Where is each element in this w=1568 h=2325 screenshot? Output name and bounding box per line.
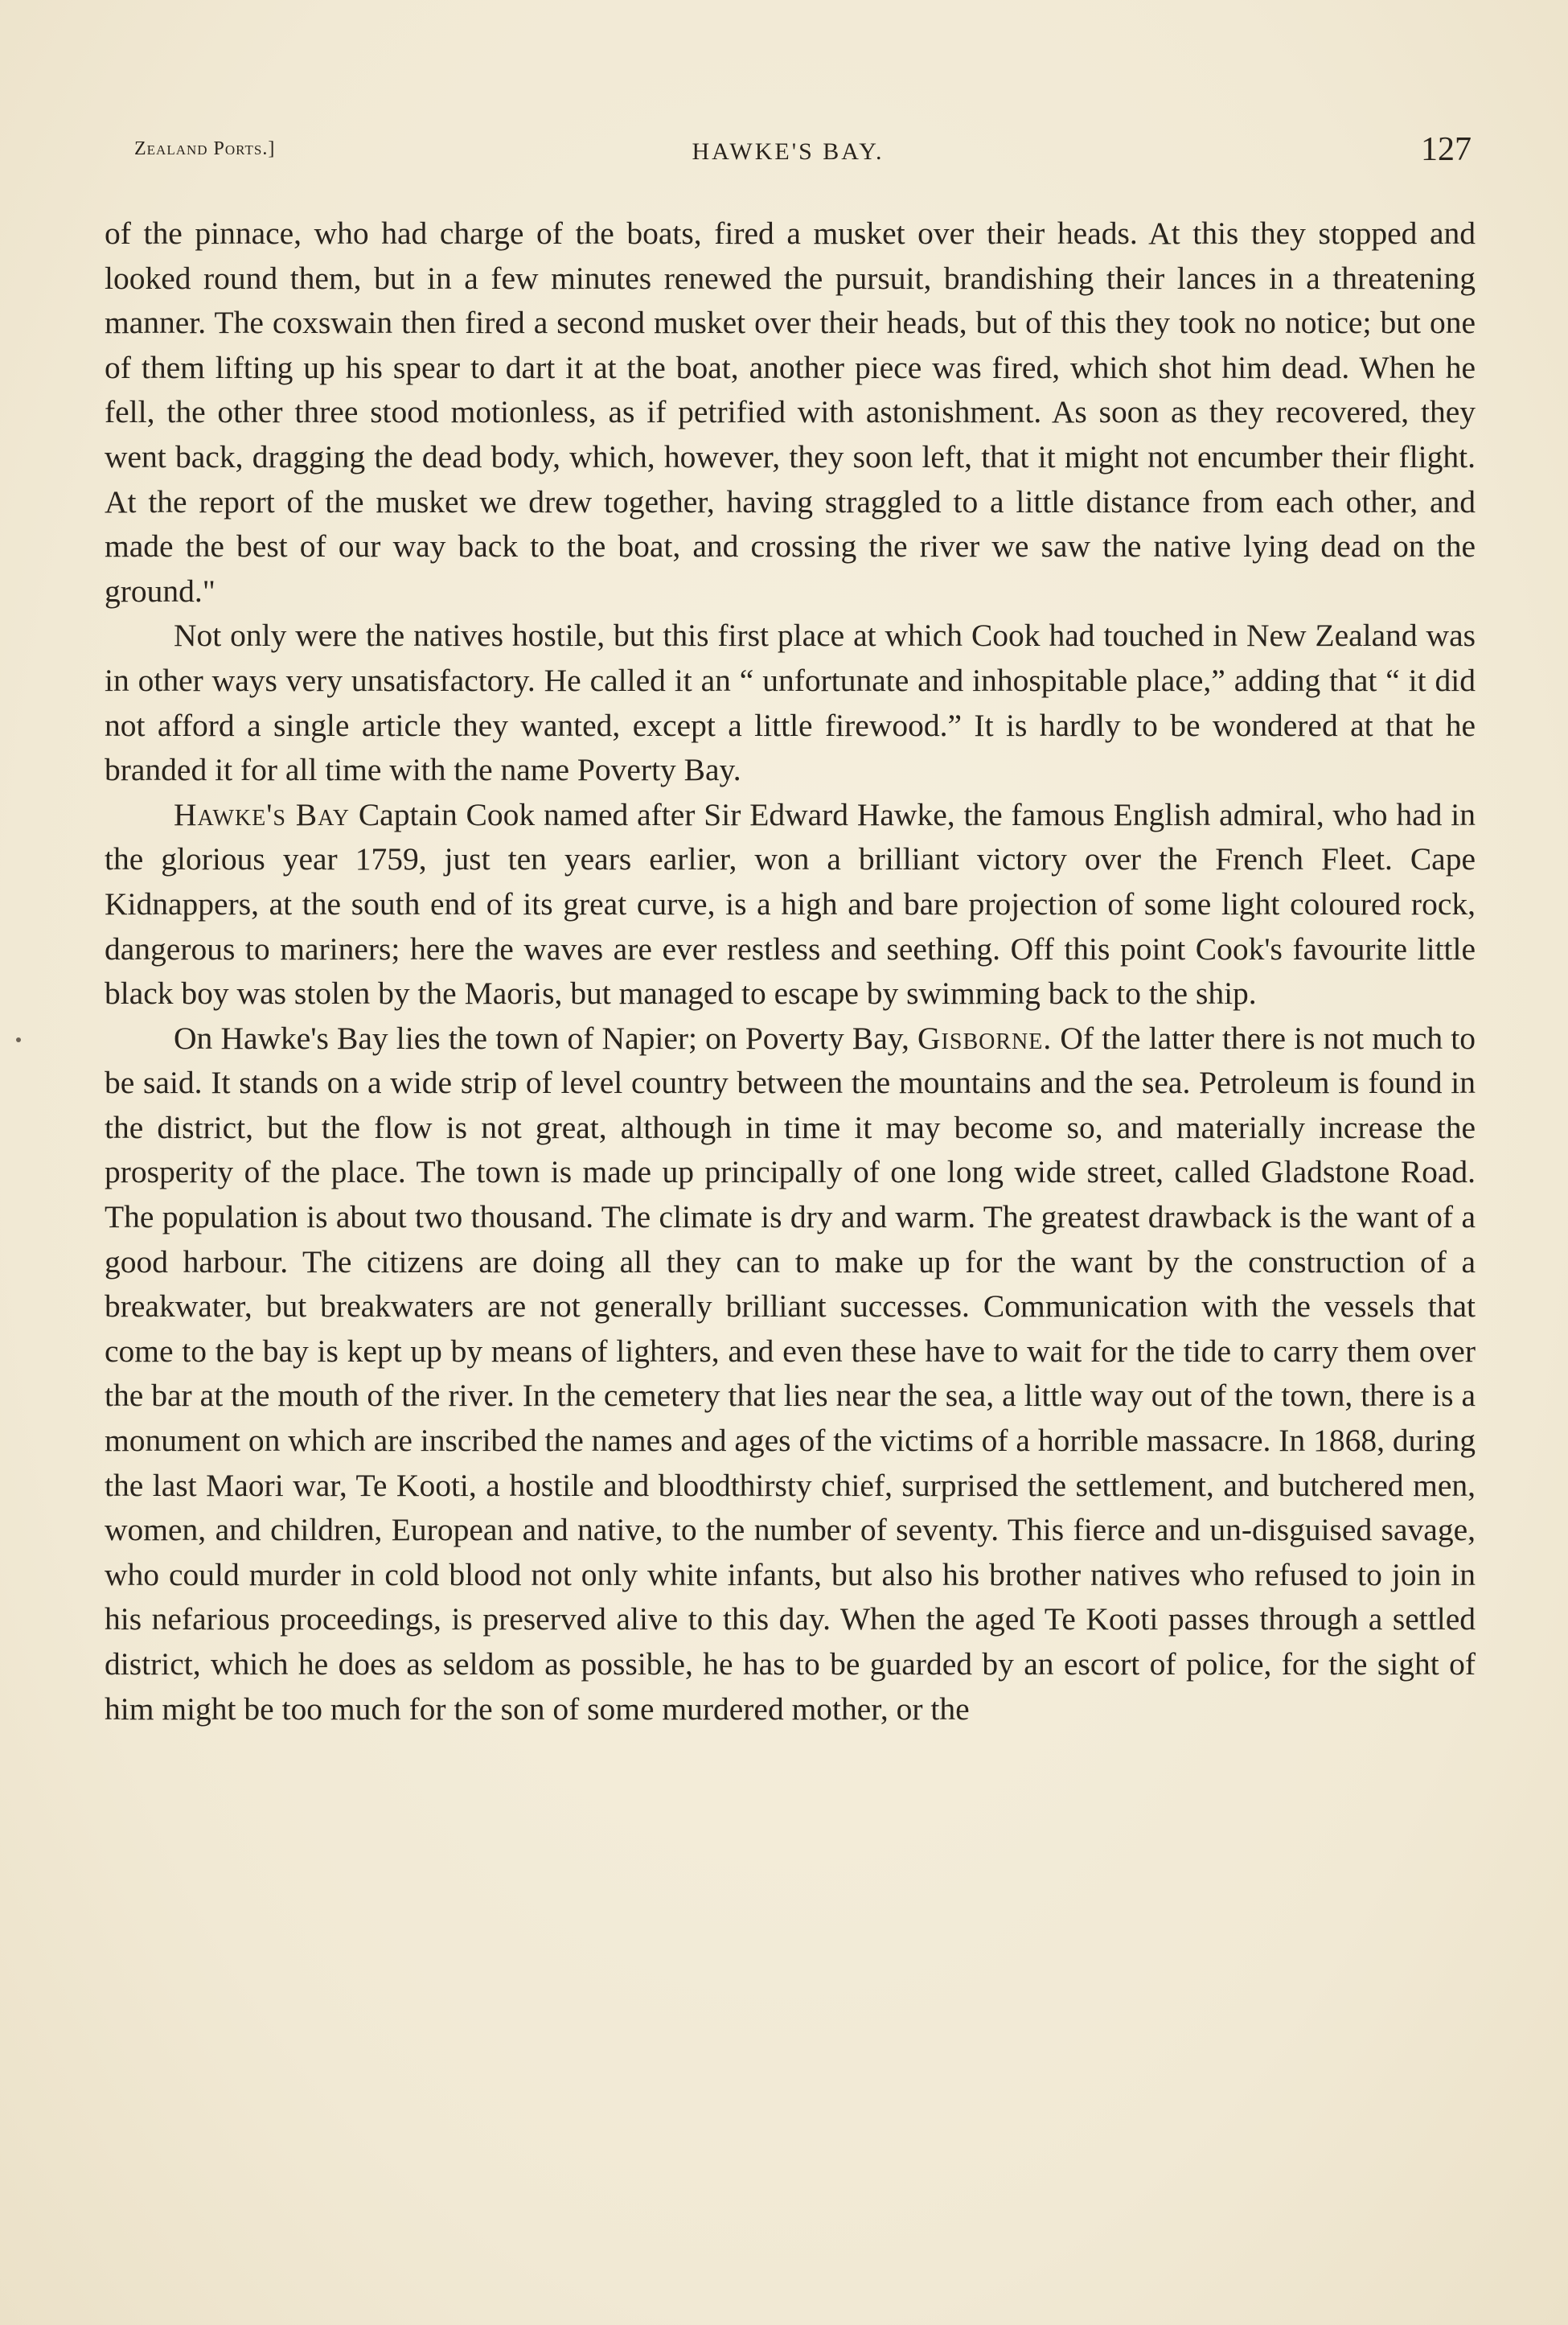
- paragraph-2: Not only were the natives hostile, but this first place at which Cook had touched in New Zealand was in other ways very unsatisfactory. He called it an “ unfortunate and inhospitable place,” adding that “ it did not afford a single article they wanted, except a little firewood.” It is hardly to be wondered at that he branded it for all time with the name Poverty Bay.: [105, 618, 1476, 788]
- running-head-title: HAWKE'S BAY.: [692, 138, 885, 165]
- paragraph-3-text: Captain Cook named after Sir Edward Hawke, the famous English admiral, who had in the glorious year 1759, just ten years earlier, won a brilliant victory over the French Fleet. Cape Kidnappers, at the south end of its great curve, is a high and bare projection of some light coloured rock, dangerous to mariners; here the waves are ever restless and seething. Off this point Cook's favourite little black boy was stolen by the Maoris, but managed to escape by swimming back to the ship.: [105, 796, 1476, 1012]
- body-text: [105, 212, 1476, 1731]
- running-head: [105, 131, 1472, 175]
- paragraph-4: [105, 1017, 1476, 1732]
- running-head-left: Zealand Ports.]: [134, 138, 276, 159]
- section-heading-hawkes-bay: Hawke's Bay: [174, 796, 350, 832]
- paragraph-4-text: Of the latter there is not much to be said. It stands on a wide strip of level country between the mountains and the sea. Petroleum is found in the district, but the flow is not great, although in time it may become so, and materially increase the prosperity of the place. The town is made up principally of one long wide street, called Gladstone Road. The population is about two thousand. The climate is dry and warm. The greatest drawback is the want of a good harbour. The citizens are doing all they can to make up for the want by the construction of a breakwater, but breakwaters are not generally brilliant successes. Communication with the vessels that come to the bay is kept up by means of lighters, and even these have to wait for the tide to carry them over the bar at the mouth of the river. In the cemetery that lies near the sea, a little way out of the town, there is a monument on which are inscribed the names and ages of the victims of a horrible massacre. In 1868, during the last Maori war, Te Kooti, a hostile and bloodthirsty chief, surprised the settlement, and butchered men, women, and children, European and native, to the number of seventy. This fierce and un-disguised savage, who could murder in cold blood not only white infants, but also his brother natives who refused to join in his nefarious proceedings, is preserved alive to this day. When the aged Te Kooti passes through a settled district, which he does as seldom as possible, he has to be guarded by an escort of police, for the sight of him might be too much for the son of some murdered mother, or the: [105, 1020, 1476, 1727]
- place-name-gisborne: Gisborne.: [917, 1020, 1053, 1056]
- page-number: 127: [1421, 131, 1472, 168]
- paragraph-4-start: On Hawke's Bay lies the town of Napier; on Poverty Bay,: [174, 1020, 918, 1056]
- margin-speck: [16, 1037, 21, 1042]
- paragraph-1: of the pinnace, who had charge of the boats, fired a musket over their heads. At this they stopped and looked round them, but in a few minutes renewed the pursuit, brandishing their lances in a threatening manner. The coxswain then fired a second musket over their heads, but of this they took no notice; but one of them lifting up his spear to dart it at the boat, another piece was fired, which shot him dead. When he fell, the other three stood motionless, as if petrified with astonishment. As soon as they recovered, they went back, dragging the dead body, which, however, they soon left, that it might not encumber their flight. At the report of the musket we drew together, having straggled to a little distance from each other, and made the best of our way back to the boat, and crossing the river we saw the native lying dead on the ground.": [105, 216, 1476, 609]
- paragraph-3: [105, 793, 1476, 1017]
